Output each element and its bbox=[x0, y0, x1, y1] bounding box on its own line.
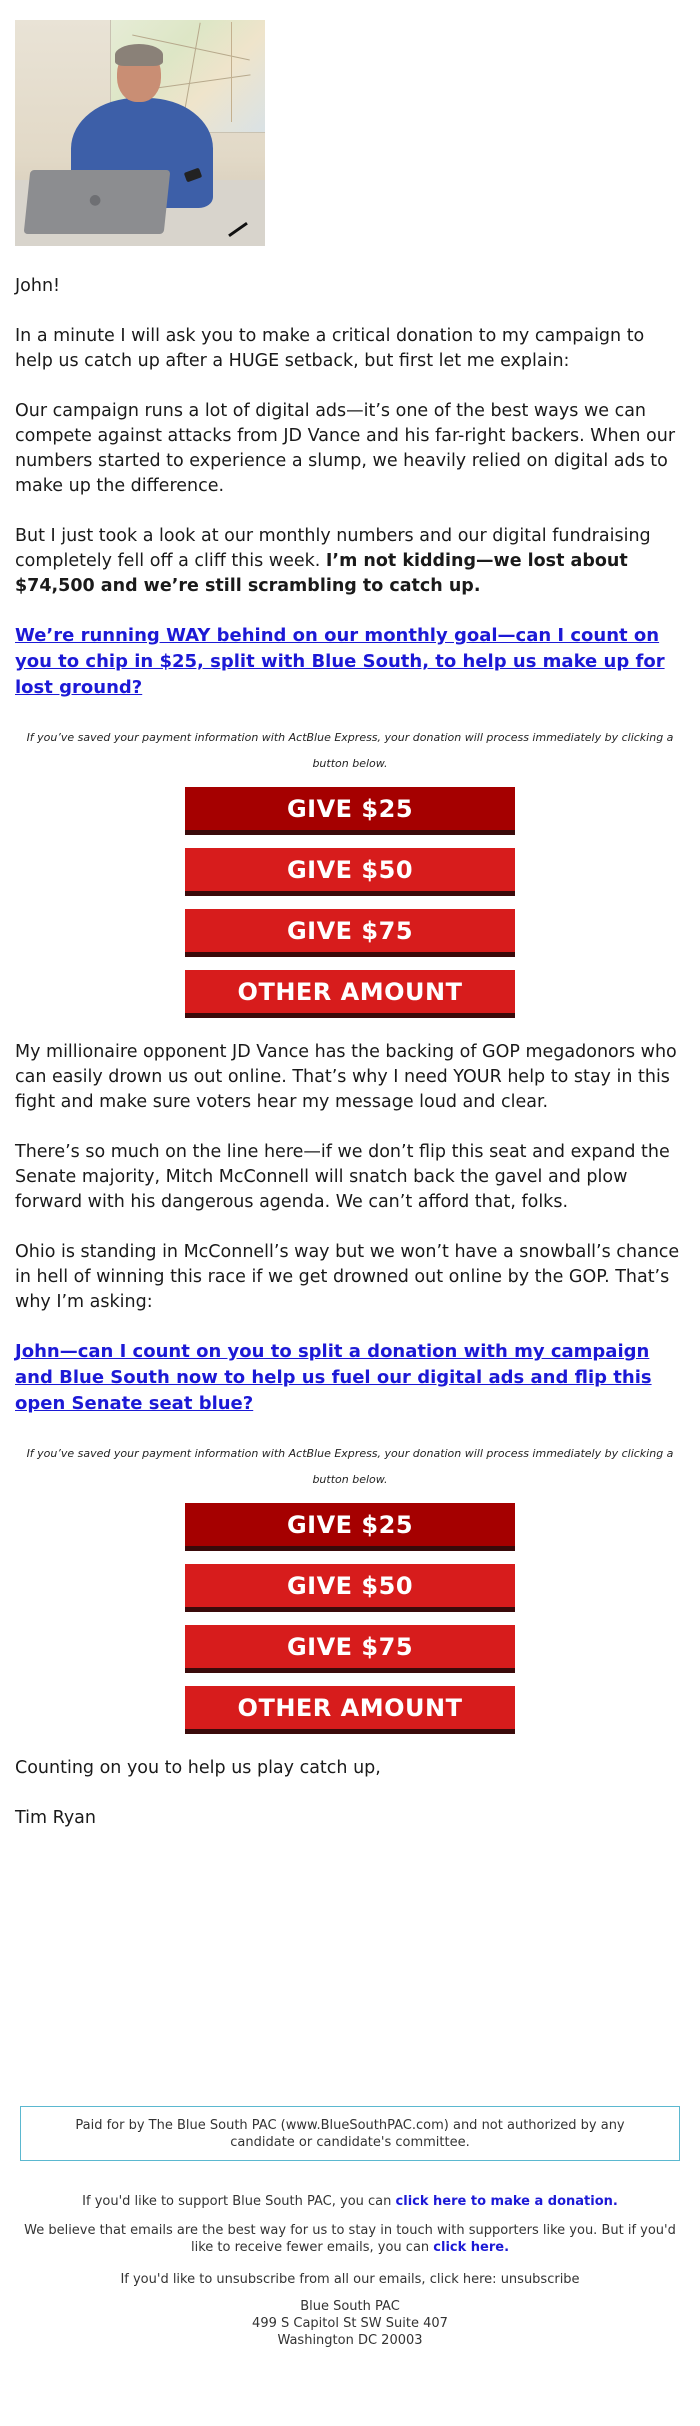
donation-buttons-2 bbox=[185, 1503, 515, 1734]
unsubscribe-link[interactable]: unsubscribe bbox=[500, 2272, 580, 2287]
footer-support-line bbox=[20, 2193, 680, 2210]
support-text: If you'd like to support Blue South PAC, you can bbox=[82, 2194, 396, 2209]
signature: Tim Ryan bbox=[15, 1808, 96, 1828]
donation-ask-link-1[interactable]: We’re running WAY behind on our monthly goal—can I count on you to chip in $25, split with Blue South, to help us make up for lost ground? bbox=[15, 625, 665, 698]
fewer-emails-text: We believe that emails are the best way for us to stay in touch with supporters like you. But if you'd like to receive fewer emails, you can bbox=[24, 2223, 676, 2255]
other-amount-button[interactable]: OTHER AMOUNT bbox=[185, 1686, 515, 1734]
give-50-button[interactable]: GIVE $50 bbox=[185, 848, 515, 896]
paragraph-senate: There’s so much on the line here—if we don’t flip this seat and expand the Senate majority, Mitch McConnell will snatch back the gavel and plow forward with his dangerous agenda. We can’t afford that, folks. bbox=[15, 1142, 670, 1212]
paragraph-numbers bbox=[15, 524, 685, 599]
actblue-express-note-1: If you’ve saved your payment information with ActBlue Express, your donation will process immediately by clicking a button below. bbox=[26, 731, 674, 770]
donation-buttons-1 bbox=[185, 787, 515, 1018]
email-body bbox=[15, 20, 685, 1831]
make-donation-link[interactable]: click here to make a donation. bbox=[395, 2194, 618, 2209]
org-name: Blue South PAC bbox=[300, 2299, 400, 2314]
actblue-express-note-2: If you’ve saved your payment information with ActBlue Express, your donation will process immediately by clicking a button below. bbox=[26, 1447, 674, 1486]
address-line-2: Washington DC 20003 bbox=[277, 2333, 423, 2348]
apple-logo-icon: ● bbox=[89, 192, 102, 208]
donation-ask-link-2[interactable]: John—can I count on you to split a donation with my campaign and Blue South now to help us fuel our digital ads and flip this open Senate seat blue? bbox=[15, 1341, 652, 1414]
footer-address bbox=[20, 2298, 680, 2349]
fewer-emails-link[interactable]: click here. bbox=[433, 2240, 510, 2255]
give-25-button[interactable]: GIVE $25 bbox=[185, 1503, 515, 1551]
give-75-button[interactable]: GIVE $75 bbox=[185, 909, 515, 957]
paragraph-opponent: My millionaire opponent JD Vance has the backing of GOP megadonors who can easily drown us out online. That’s why I need YOUR help to stay in this fight and make sure voters hear my message loud and clear. bbox=[15, 1042, 677, 1112]
footer-unsubscribe-line bbox=[20, 2271, 680, 2288]
paragraph-digital-ads: Our campaign runs a lot of digital ads—it’s one of the best ways we can compete against attacks from JD Vance and his far-right backers. When our numbers started to experience a slump, we heavily relied on digital ads to make up the difference. bbox=[15, 401, 676, 496]
give-25-button[interactable]: GIVE $25 bbox=[185, 787, 515, 835]
give-50-button[interactable]: GIVE $50 bbox=[185, 1564, 515, 1612]
give-75-button[interactable]: GIVE $75 bbox=[185, 1625, 515, 1673]
paragraph-ohio: Ohio is standing in McConnell’s way but we won’t have a snowball’s chance in hell of winning this race if we get drowned out online by the GOP. That’s why I’m asking: bbox=[15, 1242, 680, 1312]
footer-fewer-emails-line bbox=[20, 2222, 680, 2256]
unsubscribe-text: If you'd like to unsubscribe from all our emails, click here: bbox=[120, 2272, 501, 2287]
paragraph-intro: In a minute I will ask you to make a critical donation to my campaign to help us catch up after a HUGE setback, but first let me explain: bbox=[15, 326, 645, 371]
greeting: John! bbox=[15, 276, 61, 296]
candidate-photo bbox=[15, 20, 265, 246]
paid-for-disclaimer: Paid for by The Blue South PAC (www.BlueSouthPAC.com) and not authorized by any candidate or candidate's committee. bbox=[20, 2106, 680, 2161]
address-line-1: 499 S Capitol St SW Suite 407 bbox=[252, 2316, 448, 2331]
paragraph-numbers-bold: I’m not kidding—we lost about $74,500 and we’re still scrambling to catch up. bbox=[15, 551, 628, 596]
paragraph-numbers-text: But I just took a look at our monthly numbers and our digital fundraising completely fell off a cliff this week. bbox=[15, 526, 651, 571]
closing-line: Counting on you to help us play catch up, bbox=[15, 1758, 381, 1778]
other-amount-button[interactable]: OTHER AMOUNT bbox=[185, 970, 515, 1018]
